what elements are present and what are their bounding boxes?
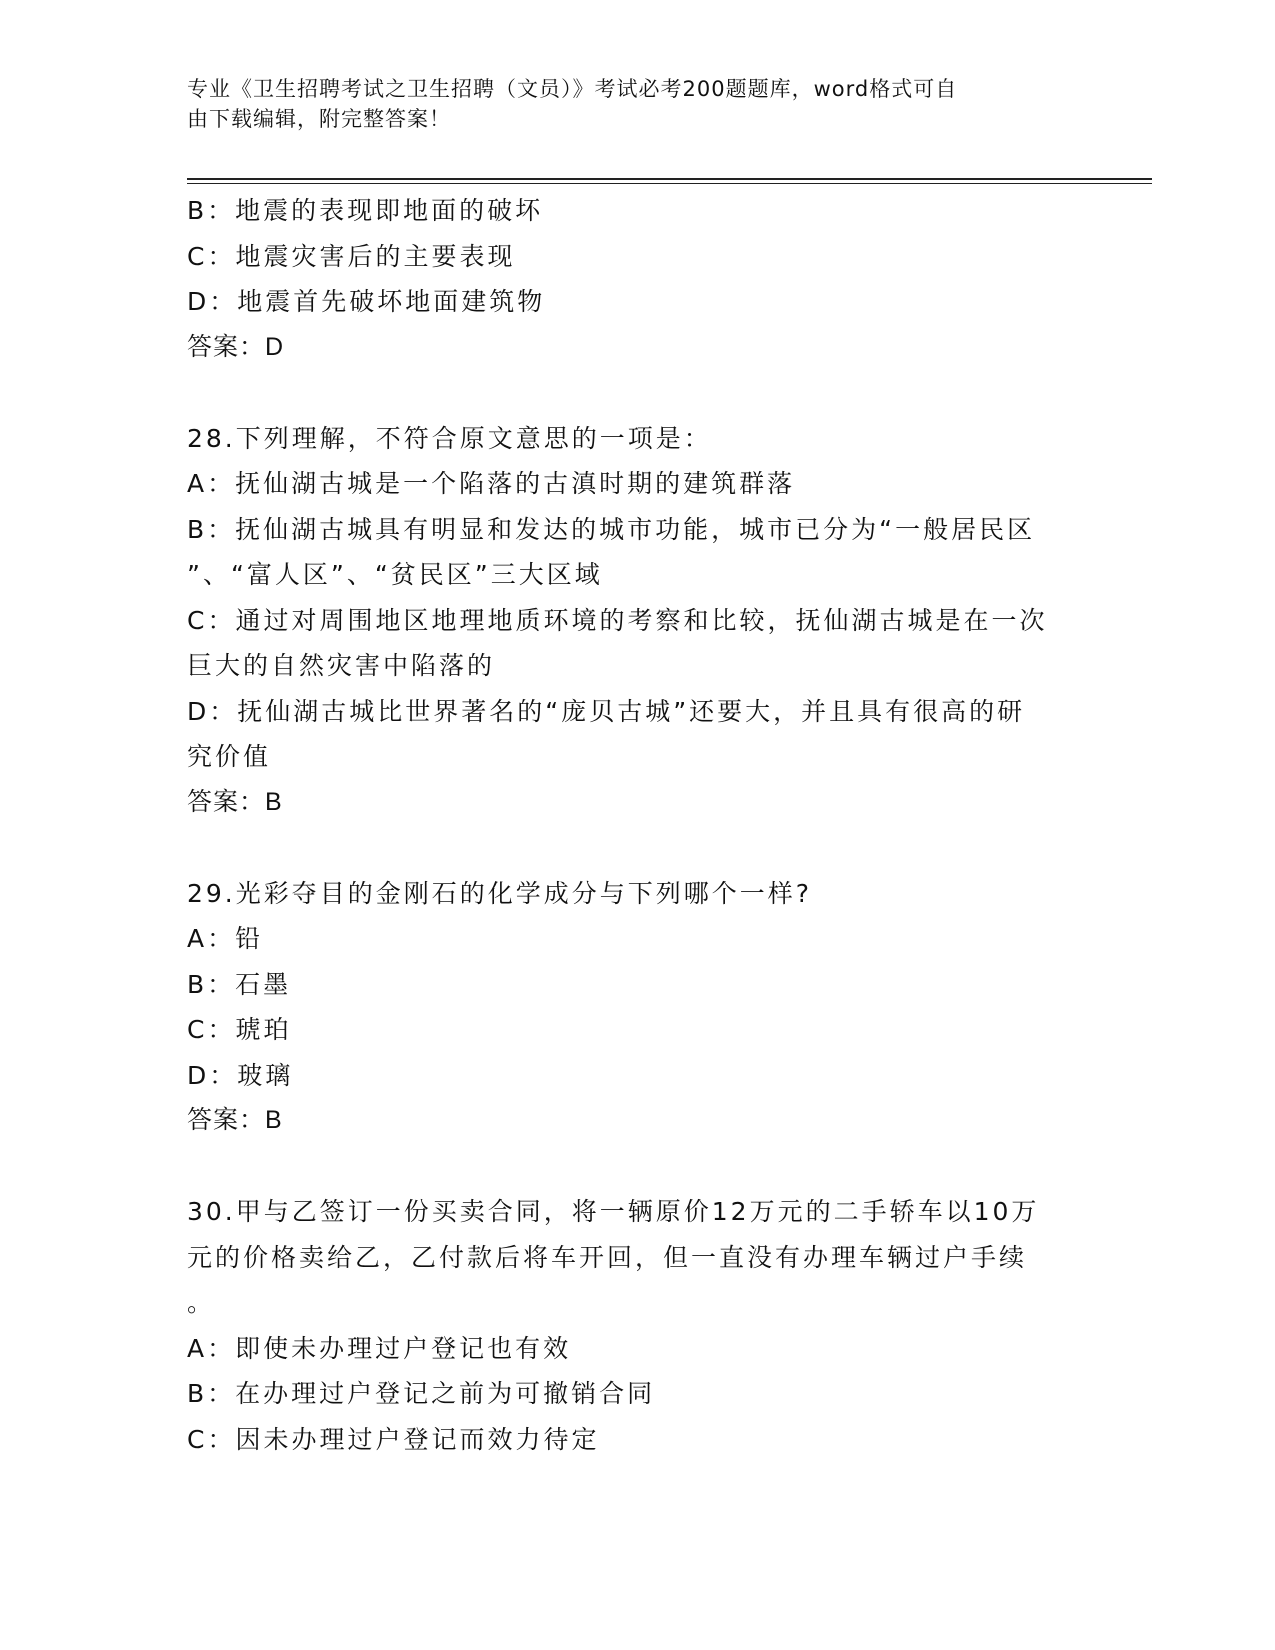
q29-answer: 答案：B: [187, 1106, 283, 1134]
spacer: [187, 370, 1087, 416]
q27-option-b: B：地震的表现即地面的破坏: [187, 196, 544, 225]
q28-question: 28.下列理解，不符合原文意思的一项是：: [187, 423, 712, 453]
q30-option-a: A：即使未办理过户登记也有效: [187, 1333, 572, 1363]
spacer: [187, 825, 1087, 871]
q27-option-c: C：地震灾害后的主要表现: [187, 241, 516, 271]
header-title-line-1: 专业《卫生招聘考试之卫生招聘（文员）》考试必考200题题库，word格式可自: [187, 77, 958, 101]
q27-option-d: D：地震首先破坏地面建筑物: [187, 287, 546, 316]
q28-option-d-line-2: 究价值: [187, 742, 272, 771]
q29-option-a: A：铅: [187, 924, 264, 953]
spacer: [187, 1144, 1087, 1190]
page-header: [187, 74, 1067, 134]
q28-option-b-line-2: ”、“富人区”、“贫民区”三大区域: [187, 560, 603, 589]
header-divider: [187, 178, 1152, 180]
q29-option-b: B：石墨: [187, 969, 292, 999]
header-divider-thin: [187, 183, 1152, 184]
q29-question: 29.光彩夺目的金刚石的化学成分与下列哪个一样?: [187, 878, 813, 908]
q28-answer: 答案：B: [187, 787, 283, 816]
q30-question-line-2: 元的价格卖给乙，乙付款后将车开回，但一直没有办理车辆过户手续: [187, 1242, 1028, 1272]
q27-answer: 答案：D: [187, 332, 285, 361]
q30-option-c: C：因未办理过户登记而效力待定: [187, 1424, 600, 1454]
header-title-line-2: 由下载编辑，附完整答案！: [187, 107, 451, 131]
q29-option-d: D：玻璃: [187, 1060, 294, 1090]
q28-option-a: A：抚仙湖古城是一个陷落的古滇时期的建筑群落: [187, 469, 796, 498]
q28-option-b-line-1: B：抚仙湖古城具有明显和发达的城市功能，城市已分为“一般居民区: [187, 514, 1036, 544]
q30-question-line-3: 。: [187, 1288, 216, 1317]
q28-option-c-line-1: C：通过对周围地区地理地质环境的考察和比较，抚仙湖古城是在一次: [187, 605, 1048, 635]
q28-option-d-line-1: D：抚仙湖古城比世界著名的“庞贝古城”还要大，并且具有很高的研: [187, 696, 1026, 726]
q28-option-c-line-2: 巨大的自然灾害中陷落的: [187, 651, 496, 680]
q30-question-line-1: 30.甲与乙签订一份买卖合同，将一辆原价12万元的二手轿车以10万: [187, 1197, 1040, 1226]
q29-option-c: C：琥珀: [187, 1015, 292, 1044]
document-body: [187, 188, 1087, 1462]
q30-option-b: B：在办理过户登记之前为可撤销合同: [187, 1379, 656, 1408]
